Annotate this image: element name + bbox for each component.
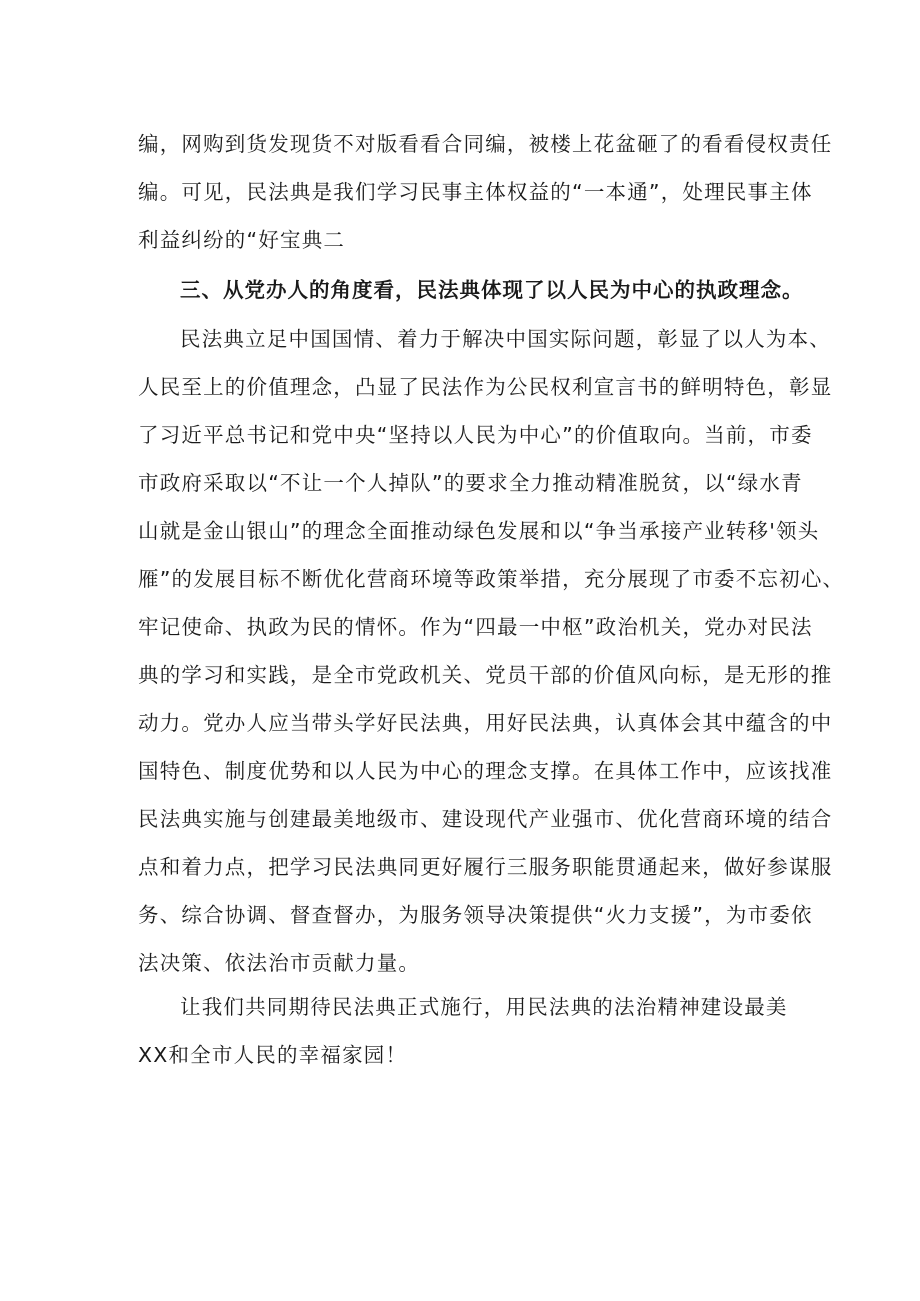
paragraph-line: 国特色、制度优势和以人民为中心的理念支撑。在具体工作中，应该找准 xyxy=(138,759,833,783)
paragraph-line: 民法典立足中国国情、着力于解决中国实际问题，彰显了以人为本、 xyxy=(180,327,831,351)
paragraph-line: 典的学习和实践，是全市党政机关、党员干部的价值风向标，是无形的推 xyxy=(138,663,833,687)
paragraph-line: XX和全市人民的幸福家园！ xyxy=(138,1043,408,1067)
paragraph-line: 务、综合协调、督查督办，为服务领导决策提供“火力支援”，为市委依 xyxy=(138,903,813,927)
section-heading: 三、从党办人的角度看，民法典体现了以人民为中心的执政理念。 xyxy=(180,278,804,302)
paragraph-line: 动力。党办人应当带头学好民法典，用好民法典，认真体会其中蕴含的中 xyxy=(138,711,833,735)
paragraph-line: 编。可见，民法典是我们学习民事主体权益的“一本通”，处理民事主体 xyxy=(138,180,813,204)
paragraph-line: 了习近平总书记和党中央“坚持以人民为中心”的价值取向。当前，市委 xyxy=(138,423,813,447)
paragraph-line: 人民至上的价值理念，凸显了民法作为公民权利宣言书的鲜明特色，彰显 xyxy=(138,375,833,399)
paragraph-line: 法决策、依法治市贡献力量。 xyxy=(138,951,421,975)
paragraph-line: 山就是金山银山”的理念全面推动绿色发展和以“争当承接产业转移'领头 xyxy=(138,519,820,543)
paragraph-line: 牢记使命、执政为民的情怀。作为“四最一中枢”政治机关，党办对民法 xyxy=(138,615,813,639)
paragraph-line: 点和着力点，把学习民法典同更好履行三服务职能贯通起来，做好参谋服 xyxy=(138,855,833,879)
paragraph-line: 市政府采取以“不让一个人掉队”的要求全力推动精准脱贫，以“绿水青 xyxy=(138,471,803,495)
paragraph-line: 雁”的发展目标不断优化营商环境等政策举措，充分展现了市委不忘初心、 xyxy=(138,567,845,591)
paragraph-line: 编，网购到货发现货不对版看看合同编，被楼上花盆砸了的看看侵权责任 xyxy=(138,132,833,156)
paragraph-line: 让我们共同期待民法典正式施行，用民法典的法治精神建设最美 xyxy=(180,995,788,1019)
paragraph-line: 民法典实施与创建最美地级市、建设现代产业强市、优化营商环境的结合 xyxy=(138,807,833,831)
paragraph-line: 利益纠纷的“好宝典二 xyxy=(138,228,346,252)
